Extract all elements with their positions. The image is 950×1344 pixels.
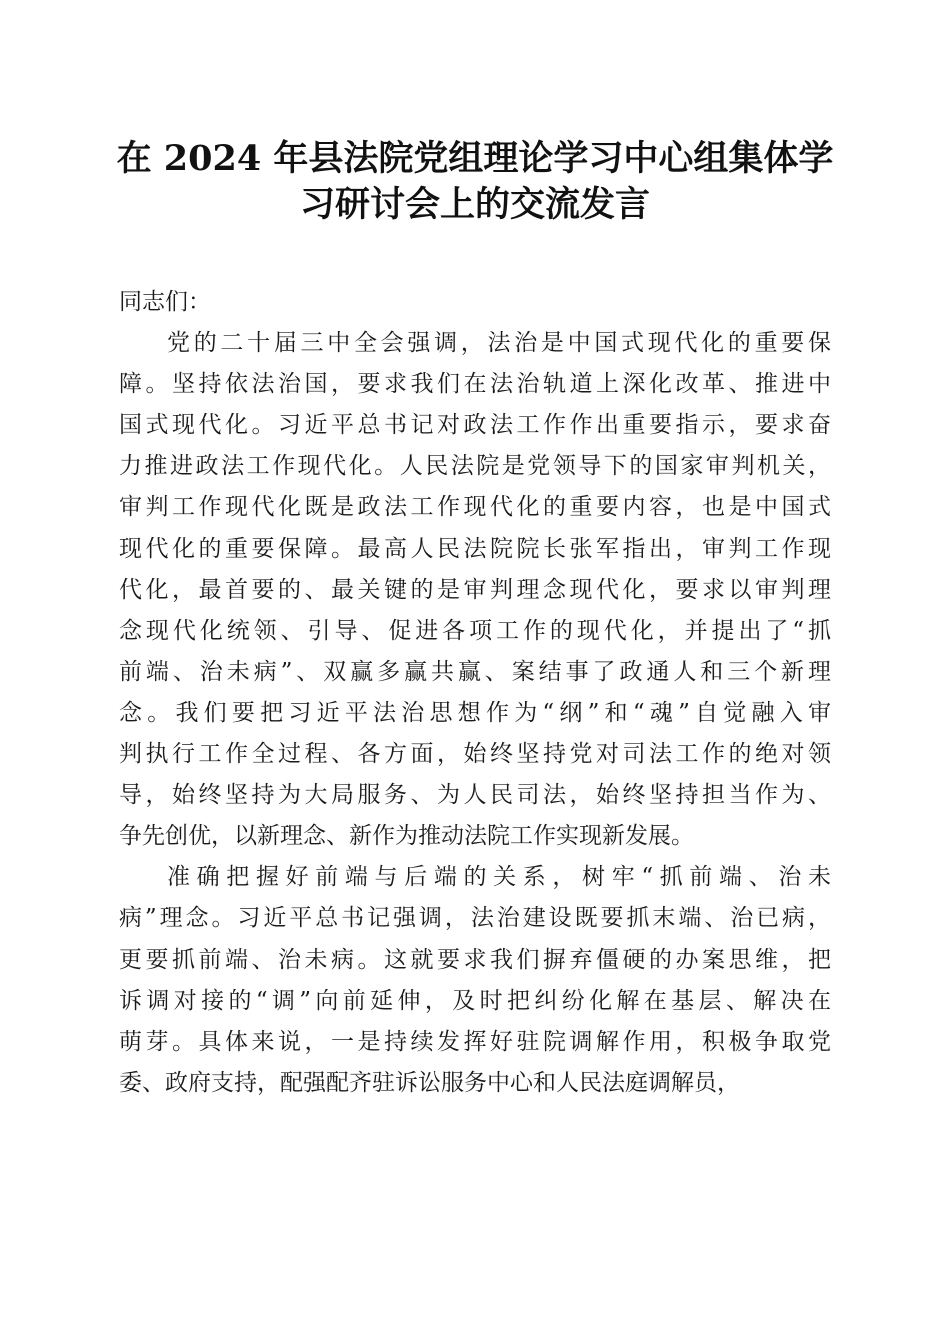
- paragraph-line: 导，始终坚持为大局服务、为人民司法，始终坚持担当作为、: [119, 782, 831, 809]
- paragraph-line: 委、政府支持，配强配齐驻诉讼服务中心和人民法庭调解员，: [119, 1069, 740, 1096]
- paragraph-line: 念现代化统领、引导、促进各项工作的现代化，并提出了“抓: [119, 617, 831, 644]
- paragraph-1: [119, 323, 831, 857]
- paragraph-line: 力推进政法工作现代化。人民法院是党领导下的国家审判机关，: [119, 453, 831, 480]
- paragraph-line: 更要抓前端、治未病。这就要求我们摒弃僵硬的办案思维，把: [119, 946, 831, 973]
- paragraph-line: 萌芽。具体来说，一是持续发挥好驻院调解作用，积极争取党: [119, 1028, 831, 1055]
- paragraph-line: 审判工作现代化既是政法工作现代化的重要内容，也是中国式: [119, 494, 831, 521]
- paragraph-line: 病”理念。习近平总书记强调，法治建设既要抓末端、治已病，: [119, 905, 831, 932]
- paragraph-line: 争先创优，以新理念、新作为推动法院工作实现新发展。: [119, 823, 694, 850]
- document-body: [119, 282, 831, 1104]
- paragraph-line: 障。坚持依法治国，要求我们在法治轨道上深化改革、推进中: [119, 371, 831, 398]
- salutation: 同志们：: [119, 289, 211, 315]
- paragraph-line: 前端、治未病”、双赢多赢共赢、案结事了政通人和三个新理: [119, 658, 831, 685]
- paragraph-line: 国式现代化。习近平总书记对政法工作作出重要指示，要求奋: [119, 412, 831, 439]
- title-line: 在 2024 年县法院党组理论学习中心组集体学: [116, 138, 834, 179]
- title-line: 习研讨会上的交流发言: [299, 184, 650, 225]
- paragraph-2: [119, 857, 831, 1104]
- paragraph-line: 判执行工作全过程、各方面，始终坚持党对司法工作的绝对领: [119, 741, 831, 768]
- paragraph-line: 准确把握好前端与后端的关系，树牢“抓前端、治未: [167, 864, 831, 891]
- paragraph-line: 党的二十届三中全会强调，法治是中国式现代化的重要保: [167, 330, 831, 357]
- paragraph-line: 诉调对接的“调”向前延伸，及时把纠纷化解在基层、解决在: [119, 987, 831, 1014]
- paragraph-line: 代化，最首要的、最关键的是审判理念现代化，要求以审判理: [119, 576, 831, 603]
- paragraph-line: 现代化的重要保障。最高人民法院院长张军指出，审判工作现: [119, 535, 831, 562]
- paragraph-line: 念。我们要把习近平法治思想作为“纲”和“魂”自觉融入审: [119, 699, 831, 726]
- document-title: [100, 136, 850, 228]
